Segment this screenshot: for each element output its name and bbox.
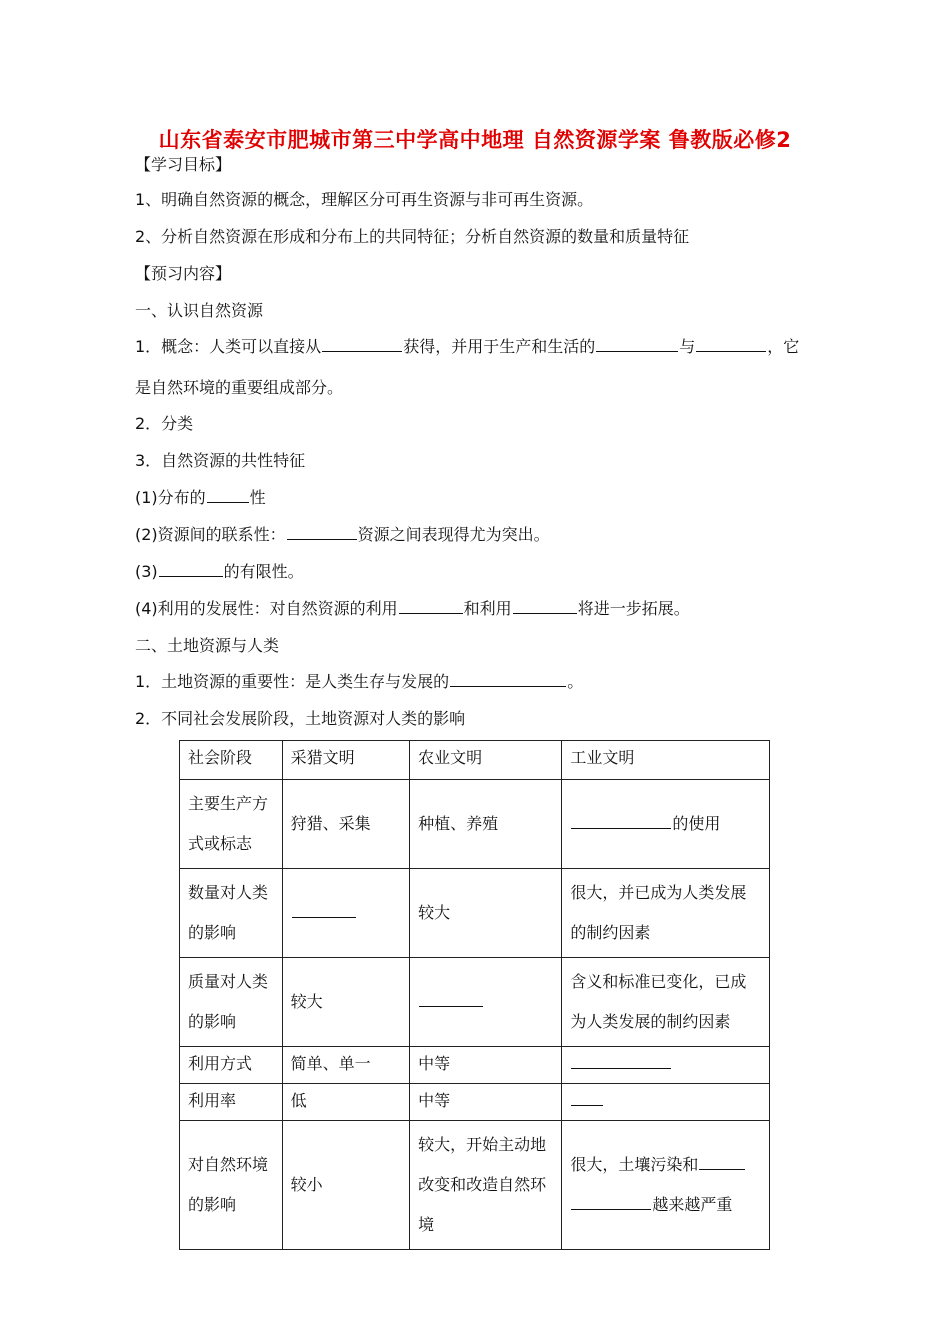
table-cell — [562, 1121, 770, 1250]
table-row — [180, 1047, 770, 1084]
concept-text-b: 获得，并用于生产和生活的 — [403, 337, 596, 356]
row-label: 对自然环境的影响 — [180, 1121, 283, 1250]
feature-4-text-c: 将进一步拓展。 — [577, 599, 690, 618]
table-cell: 中等 — [410, 1084, 562, 1121]
land-line-2: 2．不同社会发展阶段，土地资源对人类的影响 — [135, 709, 466, 728]
feature-4 — [135, 596, 690, 619]
table-cell — [562, 780, 770, 869]
fill-blank[interactable] — [596, 337, 678, 352]
fill-blank[interactable] — [450, 672, 566, 687]
fill-blank[interactable] — [207, 488, 249, 503]
table-cell: 狩猎、采集 — [282, 780, 409, 869]
features-line: 3．自然资源的共性特征 — [135, 451, 306, 470]
fill-blank[interactable] — [419, 992, 483, 1007]
table-cell: 较大 — [410, 869, 562, 958]
row-label: 质量对人类的影响 — [180, 958, 283, 1047]
table-cell — [562, 1084, 770, 1121]
table-row — [180, 780, 770, 869]
concept-text-a: 1．概念：人类可以直接从 — [135, 337, 322, 356]
row-label: 利用方式 — [180, 1047, 283, 1084]
feature-3-text-b: 的有限性。 — [223, 562, 304, 581]
table-cell: 含义和标准已变化，已成为人类发展的制约因素 — [562, 958, 770, 1047]
land-resource-table — [179, 740, 770, 1250]
table-cell: 低 — [282, 1084, 409, 1121]
table-row — [180, 1084, 770, 1121]
concept-text-c: 与 — [679, 337, 696, 356]
table-cell: 较大 — [282, 958, 409, 1047]
table-header-row — [180, 741, 770, 780]
land-1-text-a: 1．土地资源的重要性：是人类生存与发展的 — [135, 672, 450, 691]
goal-2: 2、分析自然资源在形成和分布上的共同特征；分析自然资源的数量和质量特征 — [135, 227, 690, 246]
fill-blank[interactable] — [292, 903, 356, 918]
concept-line — [135, 334, 799, 357]
fill-blank[interactable] — [696, 337, 766, 352]
fill-blank[interactable] — [287, 525, 357, 540]
land-line-1 — [135, 669, 583, 692]
table-row — [180, 1121, 770, 1250]
table-cell — [562, 1047, 770, 1084]
feature-4-text-a: (4)利用的发展性：对自然资源的利用 — [135, 599, 398, 618]
row-label: 数量对人类的影响 — [180, 869, 283, 958]
feature-2-text-a: (2)资源间的联系性： — [135, 525, 286, 544]
feature-1 — [135, 485, 266, 508]
table-cell: 简单、单一 — [282, 1047, 409, 1084]
part1-title: 一、认识自然资源 — [135, 301, 264, 320]
feature-2 — [135, 522, 550, 545]
feature-1-text-a: (1)分布的 — [135, 488, 206, 507]
row-label: 利用率 — [180, 1084, 283, 1121]
feature-1-text-b: 性 — [249, 488, 266, 507]
land-1-text-b: 。 — [567, 672, 584, 691]
table-header-cell: 采猎文明 — [282, 741, 409, 780]
concept-text-d: ，它 — [767, 337, 800, 356]
part2-title: 二、土地资源与人类 — [135, 636, 280, 655]
feature-3-text-a: (3) — [135, 562, 158, 581]
cell-text: 的使用 — [672, 814, 721, 833]
table-cell: 中等 — [410, 1047, 562, 1084]
table-cell: 种植、养殖 — [410, 780, 562, 869]
table-cell: 较大，开始主动地改变和改造自然环境 — [410, 1121, 562, 1250]
fill-blank[interactable] — [513, 599, 577, 614]
cell-text: 越来越严重 — [652, 1195, 733, 1214]
table-row — [180, 958, 770, 1047]
goal-1: 1、明确自然资源的概念，理解区分可再生资源与非可再生资源。 — [135, 190, 594, 209]
goal-header: 【学习目标】 — [135, 155, 232, 174]
fill-blank[interactable] — [571, 1054, 671, 1069]
table-header-cell: 社会阶段 — [180, 741, 283, 780]
fill-blank[interactable] — [159, 562, 223, 577]
preview-header: 【预习内容】 — [135, 264, 232, 283]
row-label: 主要生产方式或标志 — [180, 780, 283, 869]
feature-2-text-b: 资源之间表现得尤为突出。 — [357, 525, 550, 544]
fill-blank[interactable] — [322, 337, 402, 352]
feature-4-text-b: 和利用 — [463, 599, 512, 618]
classify-line: 2．分类 — [135, 414, 194, 433]
feature-3 — [135, 559, 304, 582]
concept-line-2: 是自然环境的重要组成部分。 — [135, 378, 344, 397]
fill-blank[interactable] — [571, 1195, 651, 1210]
cell-text: 很大，土壤污染和 — [570, 1155, 699, 1174]
fill-blank[interactable] — [571, 814, 671, 829]
table-header-cell: 农业文明 — [410, 741, 562, 780]
document-title: 山东省泰安市肥城市第三中学高中地理 自然资源学案 鲁教版必修2 — [158, 128, 792, 152]
table-cell — [282, 869, 409, 958]
fill-blank[interactable] — [699, 1155, 745, 1170]
table-header-cell: 工业文明 — [562, 741, 770, 780]
fill-blank[interactable] — [399, 599, 463, 614]
table-row — [180, 869, 770, 958]
fill-blank[interactable] — [571, 1091, 603, 1106]
table-cell: 较小 — [282, 1121, 409, 1250]
table-cell — [410, 958, 562, 1047]
table-cell: 很大，并已成为人类发展的制约因素 — [562, 869, 770, 958]
